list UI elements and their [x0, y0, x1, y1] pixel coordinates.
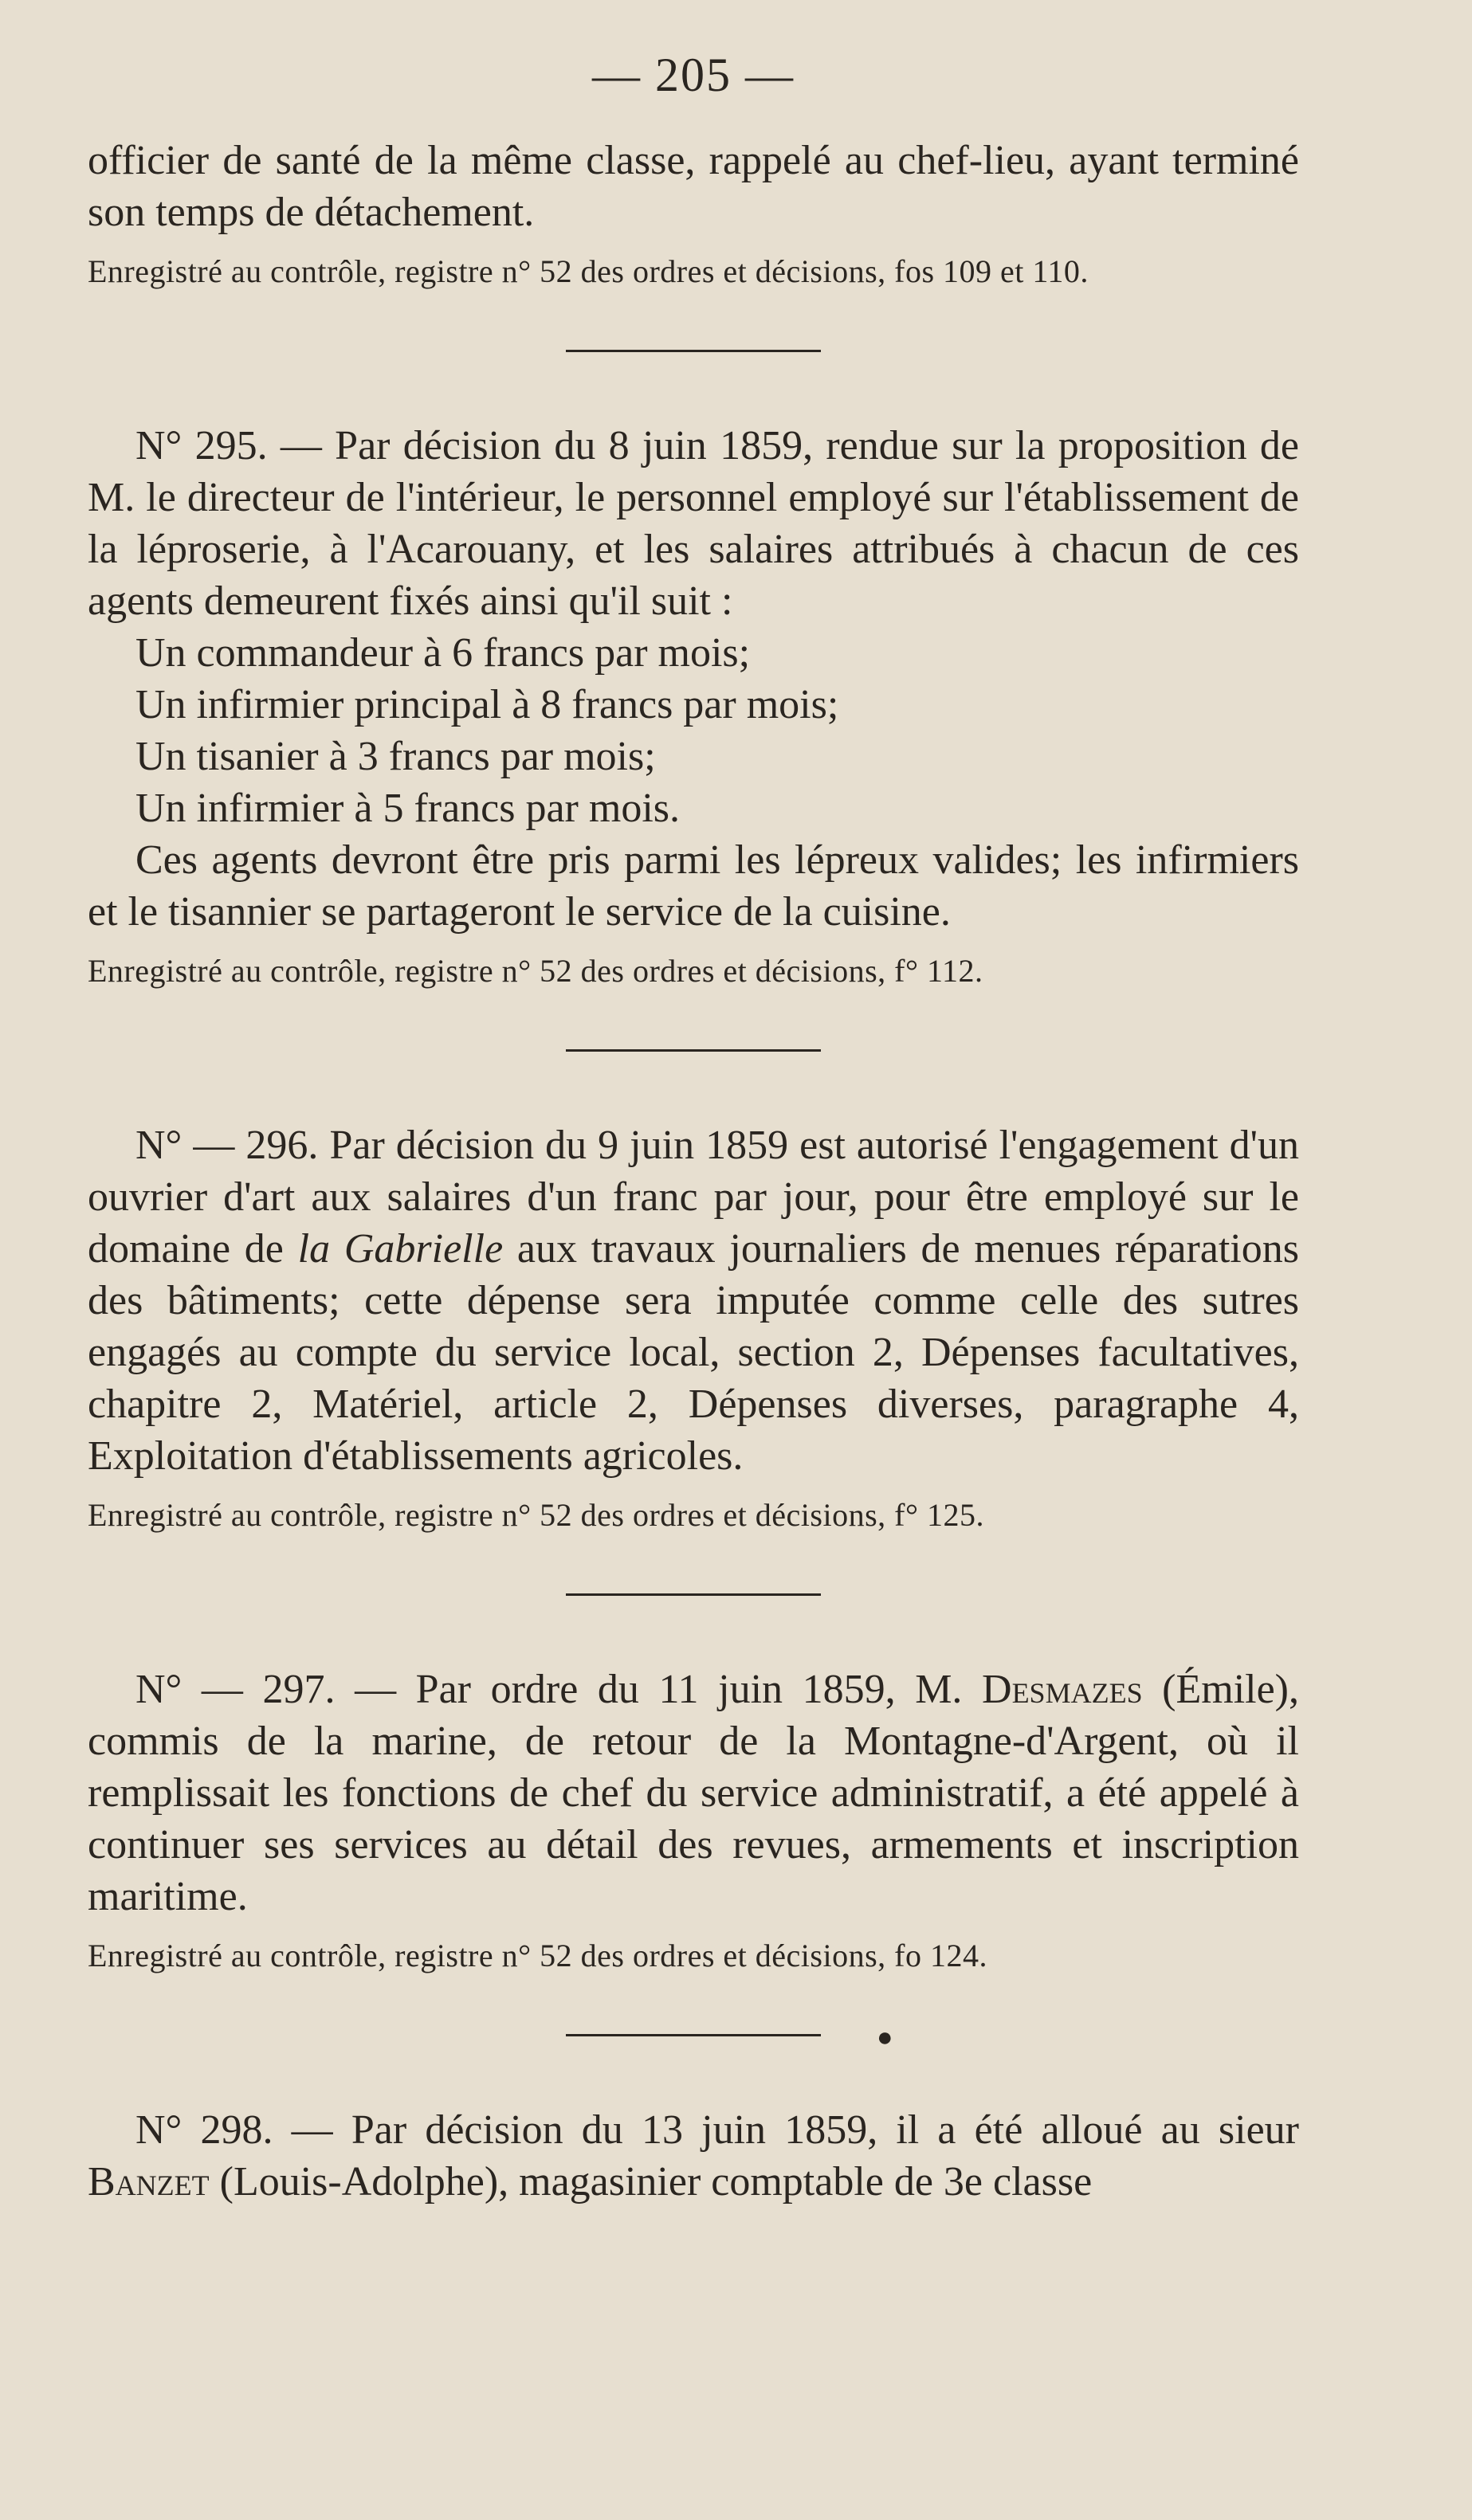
section-divider	[566, 1593, 821, 1596]
person-name-desmazes: Desmazes	[982, 1667, 1143, 1712]
section-295-item: Un tisanier à 3 francs par mois;	[135, 734, 656, 779]
section-295-lead: N° 295. — Par décision du 8 juin 1859, rendue sur la proposition de M. le directeur de l'intérieur, le personnel employé sur l'établissement de la léproserie, à l'Acarouany, et les salaires attribués à chacun de ces agents demeurent fixés ainsi qu'il suit :	[88, 423, 1299, 624]
section-296-registry-note: Enregistré au contrôle, registre n° 52 des ordres et décisions, f° 125.	[88, 1497, 984, 1533]
section-297-paragraph	[88, 1664, 1299, 1922]
person-name-banzet: Banzet	[88, 2159, 210, 2205]
section-297-text-after: (Émile), commis de la marine, de retour de la Montagne-d'Argent, où il remplissait les fonctions de chef du service administratif, a été appelé à continuer ses services au détail des revues, armements et inscription maritime.	[88, 1667, 1299, 1919]
section-298-text-before: N° 298. — Par décision du 13 juin 1859, il a été alloué au sieur	[135, 2107, 1299, 2153]
section-298-text-after: (Louis-Adolphe), magasinier comptable de 3e classe	[209, 2159, 1093, 2205]
page-number: — 205 —	[592, 49, 795, 101]
section-298-paragraph	[88, 2104, 1299, 2208]
section-295-item: Un infirmier à 5 francs par mois.	[135, 786, 681, 831]
section-295-item: Un commandeur à 6 francs par mois;	[135, 630, 751, 676]
section-295-closing: Ces agents devront être pris parmi les lépreux valides; les infirmiers et le tisannier se partageront le service de la cuisine.	[88, 837, 1299, 935]
section-297-text-before: N° — 297. — Par ordre du 11 juin 1859, M.	[135, 1667, 983, 1712]
section-296-paragraph	[88, 1119, 1299, 1482]
domain-name-italic: la Gabrielle	[297, 1226, 504, 1272]
section-297-registry-note: Enregistré au contrôle, registre n° 52 des ordres et décisions, fo 124.	[88, 1938, 987, 1973]
section-divider	[566, 350, 821, 352]
ink-dot-mark: ●	[877, 2023, 893, 2052]
section-295-item: Un infirmier principal à 8 francs par mois;	[135, 682, 839, 727]
section-divider	[566, 2034, 821, 2036]
intro-registry-note: Enregistré au contrôle, registre n° 52 des ordres et décisions, fos 109 et 110.	[88, 253, 1089, 289]
document-page	[88, 48, 1299, 2208]
section-295-registry-note: Enregistré au contrôle, registre n° 52 des ordres et décisions, f° 112.	[88, 953, 983, 989]
intro-paragraph: officier de santé de la même classe, rappelé au chef-lieu, ayant terminé son temps de détachement.	[88, 138, 1299, 235]
section-296-text-after: aux travaux journaliers de menues réparations des bâtiments; cette dépense sera imputée comme celle des sutres engagés au compte du service local, section 2, Dépenses facultatives, chapitre 2, Matériel, article 2, Dépenses diverses, paragraphe 4, Exploitation d'établissements agricoles.	[88, 1226, 1299, 1479]
divider-wrap	[88, 2023, 1299, 2052]
section-divider	[566, 1049, 821, 1052]
section-296-text-before: N° — 296. Par décision du 9 juin 1859 est autorisé l'engagement d'un ouvrier d'art aux salaires d'un franc par jour, pour être employé sur le domaine de	[88, 1123, 1299, 1272]
